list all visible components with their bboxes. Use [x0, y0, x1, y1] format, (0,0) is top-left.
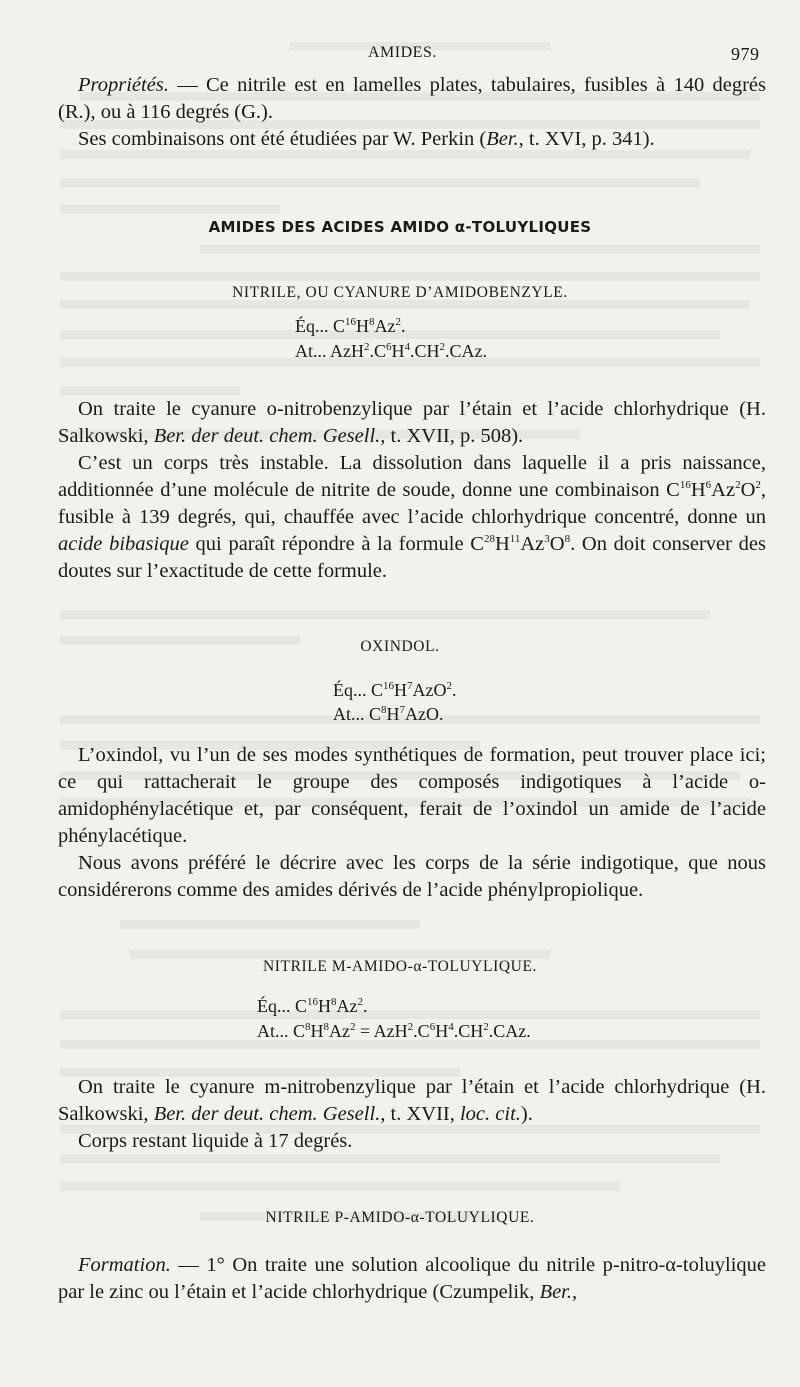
paragraph-oxindol: L’oxindol, vu l’un de ses modes synthétiques de formation, peut trouver place ici; ce qui rattacherait le groupe des composés indigotiques à l’acide o-amidophénylacétique et, par conséquent, ferait de l’oxindol un amide de l’acide phénylacétique. Nous avons préféré le décrire avec les corps de la série indigotique, que nous considérerons comme des amides dérivés de l’acide phénylpropiolique. — [58, 744, 766, 901]
paragraph-proprietes: Propriétés. — Ce nitrile est en lamelles plates, tabulaires, fusibles à 140 degrés (R.), ou à 116 degrés (G.). Ses combinaisons ont été étudiées par W. Perkin (Ber., t. XVI, p. 341). — [58, 74, 766, 150]
formula-superscript: 16 — [679, 479, 691, 492]
run-in-heading: Formation. — [78, 1254, 171, 1276]
formula-superscript: 2 — [357, 996, 364, 1008]
page-number: 979 — [731, 44, 760, 64]
formula-text: Az — [711, 479, 736, 501]
formula-superscript: 16 — [345, 316, 357, 328]
formula-text: . — [452, 680, 457, 700]
formula-superscript: 7 — [407, 680, 413, 692]
chemical-formula — [295, 996, 368, 1016]
formula-text: .CAz. — [445, 341, 488, 361]
formula-superscript: 4 — [448, 1021, 454, 1033]
formula-superscript: 2 — [755, 479, 761, 492]
formula-text: H — [310, 1021, 324, 1041]
running-head-title: AMIDES. — [368, 44, 437, 61]
section-heading: AMIDES DES ACIDES AMIDO α-TOLUYLIQUES — [208, 218, 592, 236]
formula-text: .C — [369, 341, 387, 361]
formula-text: O — [549, 533, 565, 555]
formula-text: H — [690, 479, 706, 501]
formula-superscript: 16 — [383, 680, 395, 692]
formula-superscript: 16 — [307, 996, 319, 1008]
formula-superscript: 8 — [323, 1021, 330, 1033]
formula-superscript: 2 — [439, 341, 446, 353]
chemical-formula — [470, 533, 570, 555]
formula-superscript: 2 — [735, 479, 741, 492]
formula-at-1: At... $AzH^2.C^6H^4.CH^2.CAz$. — [295, 341, 488, 361]
formula-text: = AzH — [355, 1021, 408, 1041]
formula-eq-1: Éq... $C^{16}H^8Az^2$. — [295, 316, 406, 336]
formula-text: C — [470, 533, 484, 555]
subheading-nitrile-cyanure: NITRILE, OU CYANURE D’AMIDOBENZYLE. — [232, 284, 568, 301]
reference: Ber. der deut. chem. Gesell. — [153, 425, 381, 447]
formula-text: H — [386, 704, 400, 724]
formula-superscript: 6 — [705, 479, 712, 492]
chemical-formula — [666, 479, 761, 501]
chemical-formula — [293, 1021, 531, 1041]
formula-text: H — [494, 533, 510, 555]
formula-eq-3: Éq... $C^{16}H^8Az^2$. — [257, 996, 368, 1016]
formula-superscript: 2 — [350, 1021, 356, 1033]
formula-text: .CH — [410, 341, 440, 361]
formula-text: Az — [374, 316, 396, 336]
formula-superscript: 2 — [395, 316, 402, 328]
formula-text: C — [371, 680, 384, 700]
chemical-formula — [330, 341, 487, 361]
formula-text: Az — [329, 1021, 351, 1041]
paragraph-nitrile-cyanure: On traite le cyanure o-nitrobenzylique par l’étain et l’acide chlorhydrique (H. Salkowski, Ber. der deut. chem. Gesell., t. XVII, p. 508). C’est un corps très instable. La dissolution dans laquelle il a pris naissance, additionnée d’une molécule de nitrite de soude, donne une combinaison $C^{16}H^6Az^2O^2$, fusible à 139 degrés, qui, chauffée avec l’acide chlorhydrique concentré, donne un acide bibasique qui paraît répondre à la formule $C^{28}H^{11}Az^3O^8$. On doit conserver des doutes sur l’exactitude de cette formule. — [58, 398, 766, 582]
formula-text: H — [356, 316, 370, 336]
formula-text: .CAz. — [488, 1021, 531, 1041]
formula-text: C — [295, 996, 308, 1016]
formula-text: H — [318, 996, 332, 1016]
reference-loc: loc. cit. — [459, 1103, 521, 1125]
formula-superscript: 8 — [381, 704, 387, 716]
formula-text: . — [401, 316, 406, 336]
formula-at-3: At... $C^8H^8Az^2 = AzH^2.C^6H^4.CH^2.CAz$. — [257, 1021, 531, 1041]
formula-text: C — [666, 479, 680, 501]
subheading-nitrile-m: NITRILE M-AMIDO-α-TOLUYLIQUE. — [262, 958, 538, 975]
formula-superscript: 7 — [399, 704, 406, 716]
formula-text: . — [363, 996, 368, 1016]
formula-superscript: 6 — [429, 1021, 436, 1033]
formula-superscript: 8 — [305, 1021, 311, 1033]
formula-superscript: 4 — [404, 341, 411, 353]
chemical-formula — [371, 680, 457, 700]
formula-superscript: 28 — [483, 533, 495, 546]
reference: Ber. — [539, 1281, 573, 1303]
formula-text: C — [293, 1021, 306, 1041]
formula-text: H — [394, 680, 408, 700]
subheading-oxindol: OXINDOL. — [360, 638, 440, 655]
formula-superscript: 3 — [544, 533, 550, 546]
formula-text: AzH — [330, 341, 365, 361]
formula-text: H — [391, 341, 405, 361]
formula-superscript: 2 — [364, 341, 370, 353]
formula-text: C — [369, 704, 382, 724]
formula-at-2: At... $C^8H^7AzO$. — [333, 704, 444, 724]
formula-superscript: 11 — [509, 533, 521, 546]
formula-superscript: 8 — [564, 533, 571, 546]
formula-text: Az — [336, 996, 358, 1016]
chemical-formula — [333, 316, 406, 336]
subheading-nitrile-p: NITRILE P-AMIDO-α-TOLUYLIQUE. — [265, 1209, 535, 1226]
paragraph-nitrile-p: Formation. — 1° On traite une solution alcoolique du nitrile p-nitro-α-toluylique par le zinc ou l’étain et l’acide chlorhydrique (Czumpelik, Ber., — [58, 1254, 766, 1303]
formula-text: AzO. — [405, 704, 444, 724]
formula-text: AzO — [412, 680, 447, 700]
formula-superscript: 8 — [369, 316, 375, 328]
formula-superscript: 2 — [446, 680, 453, 692]
paragraph-nitrile-m: On traite le cyanure m-nitrobenzylique par l’étain et l’acide chlorhydrique (H. Salkowski, Ber. der deut. chem. Gesell., t. XVII, loc. cit.). Corps restant liquide à 17 degrés. — [58, 1076, 766, 1152]
term: acide bibasique — [58, 533, 189, 555]
formula-superscript: 2 — [407, 1021, 414, 1033]
formula-text: H — [435, 1021, 449, 1041]
chemical-formula — [369, 704, 444, 724]
run-in-heading: Propriétés. — [78, 74, 169, 96]
formula-superscript: 8 — [331, 996, 337, 1008]
formula-text: Az — [520, 533, 545, 555]
formula-superscript: 2 — [483, 1021, 489, 1033]
formula-text: .CH — [453, 1021, 484, 1041]
formula-text: O — [740, 479, 756, 501]
formula-eq-2: Éq... $C^{16}H^7AzO^2$. — [333, 680, 457, 700]
reference: Ber. der deut. chem. Gesell. — [153, 1103, 381, 1125]
formula-text: C — [333, 316, 346, 336]
formula-superscript: 6 — [386, 341, 392, 353]
reference: Ber. — [486, 128, 519, 150]
formula-text: .C — [413, 1021, 430, 1041]
